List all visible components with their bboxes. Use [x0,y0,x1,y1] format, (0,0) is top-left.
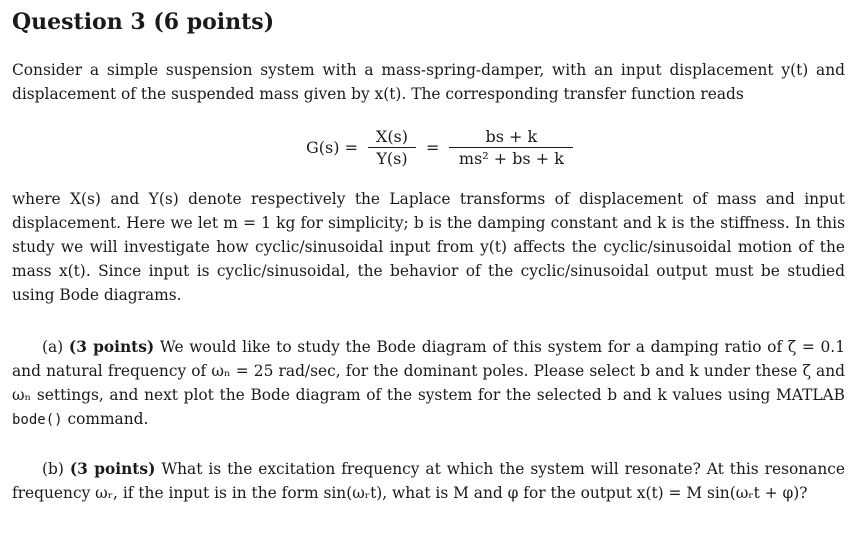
equation-lhs: G(s) = [306,137,358,157]
part-b-paragraph [12,457,845,505]
part-a-text-end: command. [67,410,149,428]
fraction-denominator-ys: Y(s) [376,148,408,168]
part-a-code: bode() [12,412,63,428]
fraction-transfer-function [445,126,577,169]
part-b-text: What is the excitation frequency at which the system will resonate? At this resonance frequency ωᵣ, if the input is in the form sin(ωᵣt), what is M and φ for the output x(t) = M sin(ωᵣt + φ)? [12,460,845,502]
part-a-points: (3 points) [68,338,155,356]
part-b-points: (3 points) [69,460,156,478]
transfer-function-equation [300,121,577,173]
question-title: Question 3 (6 points) [12,9,275,35]
part-a-paragraph [12,335,845,432]
equals-sign: = [425,137,440,157]
fraction-numerator-xs: X(s) [368,126,416,148]
explanation-paragraph: where X(s) and Y(s) denote respectively the Laplace transforms of displacement of mass and input displacement. Here we let m = 1 kg for simplicity; b is the damping constant and k is the stiffness. In this study we will investigate how cyclic/sinusoidal input from y(t) affects the cyclic/sinusoidal motion of the mass x(t). Since input is cyclic/sinusoidal, the behavior of the cyclic/sinusoidal output must be studied using Bode diagrams. [12,190,845,304]
part-b-label: (b) [42,460,64,478]
intro-paragraph: Consider a simple suspension system with a mass-spring-damper, with an input displacement y(t) and displacement of the suspended mass given by x(t). The corresponding transfer function reads [12,61,845,103]
fraction-numerator-bs-k: bs + k [449,126,573,148]
fraction-x-over-y [364,126,420,169]
part-a-text: We would like to study the Bode diagram of this system for a damping ratio of ζ = 0.1 and natural frequency of ωₙ = 25 rad/sec, for the dominant poles. Please select b and k under these ζ and ωₙ settings, and next plot the Bode diagram of the system for the selected b and k values using MATLAB [12,338,845,404]
fraction-denominator-ms2-bs-k: ms² + bs + k [458,148,564,168]
part-a-label: (a) [42,338,64,356]
